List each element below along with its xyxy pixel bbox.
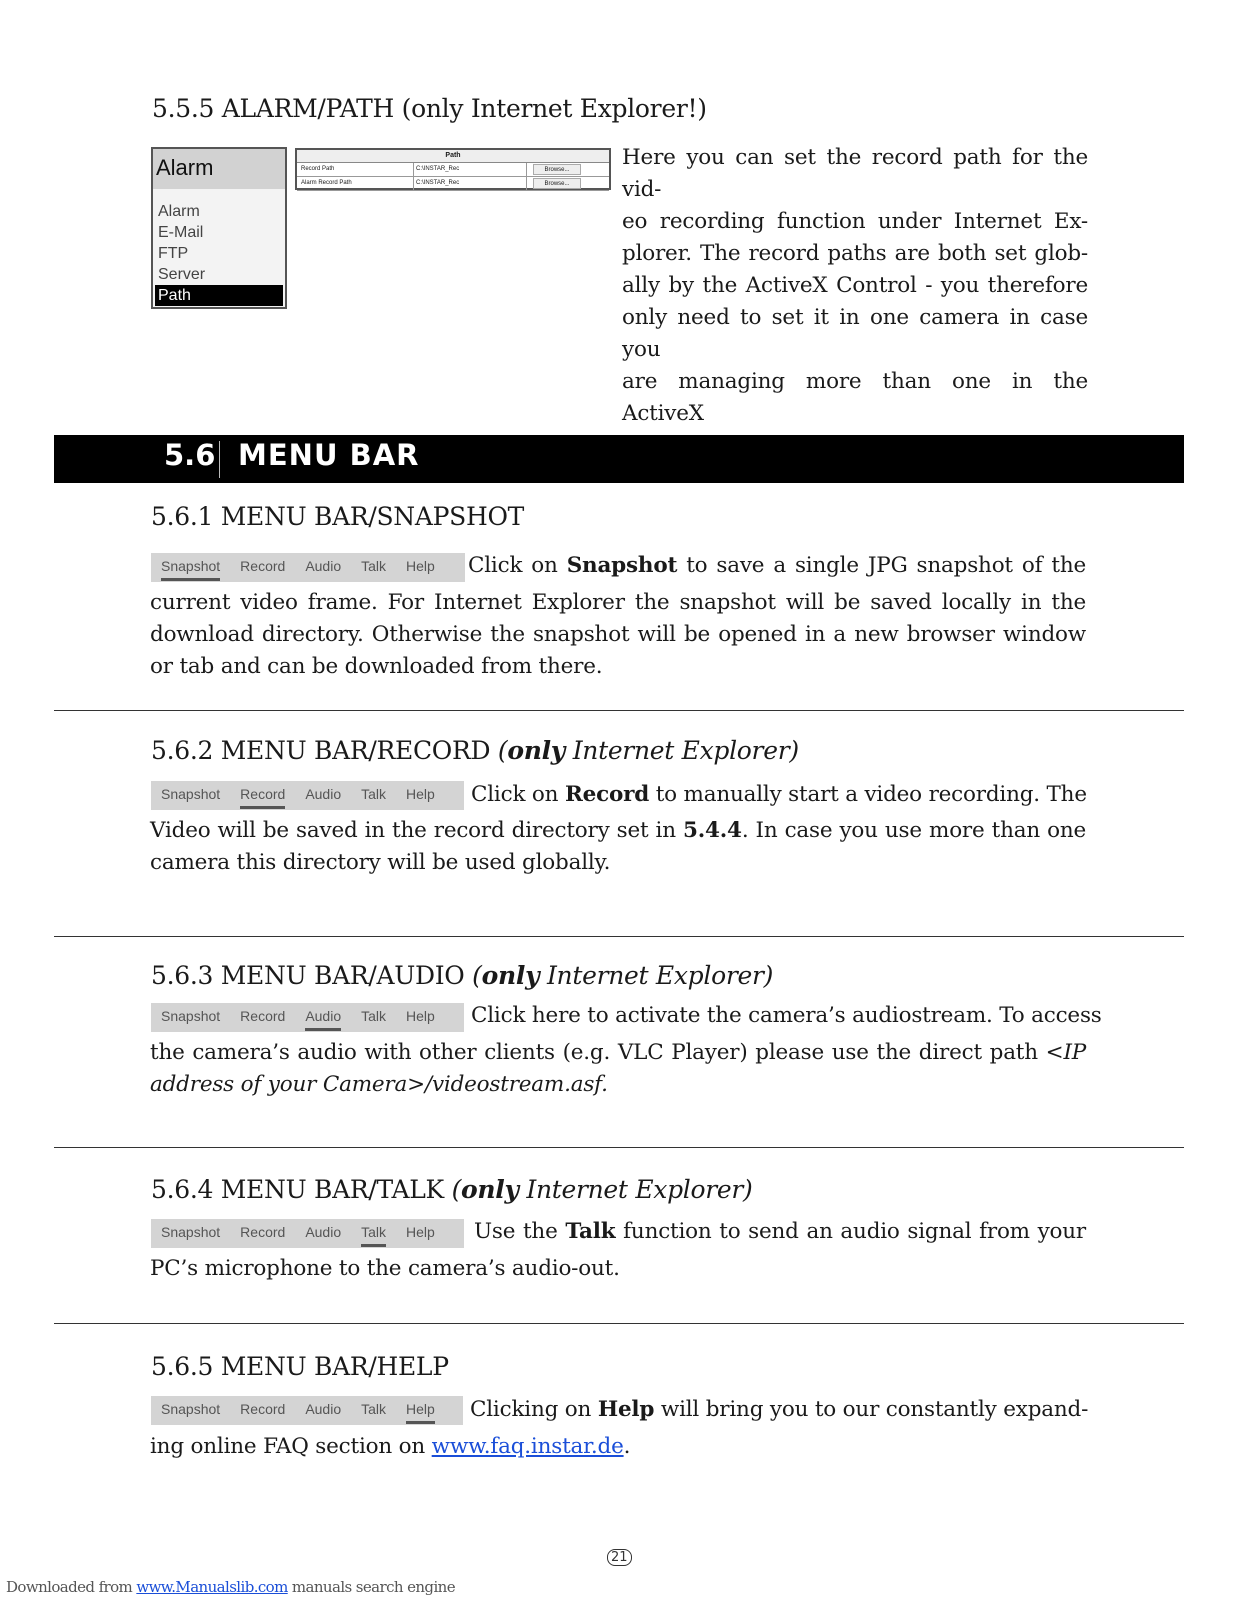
help-description — [150, 1431, 1086, 1463]
text-span: . In case you use more than one camera this directory will be used globally. — [150, 818, 1086, 875]
section-heading-5-6-1: 5.6.1 MENU BAR/SNAPSHOT — [151, 502, 525, 531]
menu-bar-screenshot-snapshot — [151, 553, 465, 582]
section-heading-5-6-3 — [151, 961, 773, 990]
footer-text: Downloaded from — [6, 1578, 137, 1596]
menu-item-audio: Audio — [295, 1003, 351, 1032]
menu-item-talk: Talk — [351, 1219, 396, 1248]
menu-item-snapshot: Snapshot — [161, 1401, 221, 1417]
menu-item-record: Record — [240, 1401, 286, 1417]
heading-qualifier — [498, 736, 799, 765]
table-row — [297, 163, 609, 177]
path-row-label: Alarm Record Path — [297, 177, 414, 190]
audio-description — [150, 1037, 1086, 1101]
text-span: Use the — [474, 1219, 566, 1244]
text-span: Click on — [468, 553, 567, 578]
alarm-menu-item-ftp: FTP — [158, 245, 189, 262]
text-line: are managing more than one in the ActiveX — [622, 369, 1088, 426]
menu-item-talk: Talk — [361, 1008, 387, 1024]
alarm-menu-title: Alarm — [153, 149, 285, 189]
section-header-bar — [54, 435, 1184, 483]
section-divider — [219, 441, 220, 478]
menu-item-audio: Audio — [305, 786, 342, 802]
table-row — [297, 177, 609, 191]
path-table-header: Path — [297, 150, 609, 163]
menu-item-help: Help — [406, 1008, 435, 1024]
divider-rule — [54, 936, 1184, 937]
menu-item-talk: Talk — [361, 1401, 387, 1417]
divider-rule — [54, 1147, 1184, 1148]
faq-link[interactable]: www.faq.instar.de — [431, 1434, 624, 1459]
text-span: function to send an audio signal from your — [615, 1219, 1086, 1244]
menu-bar-screenshot-talk — [151, 1219, 464, 1248]
page-number: 21 — [607, 1549, 632, 1566]
alarm-menu-item-alarm: Alarm — [158, 203, 200, 220]
qualifier-open: ( — [472, 961, 482, 990]
menu-item-audio: Audio — [305, 1401, 342, 1417]
qualifier-rest: Internet Explorer) — [565, 736, 799, 765]
menu-bar-screenshot-record — [151, 781, 464, 810]
menu-item-talk: Talk — [361, 558, 387, 574]
emphasis-help: Help — [597, 1397, 655, 1422]
heading-text: 5.6.4 MENU BAR/TALK — [151, 1175, 452, 1204]
help-intro-line — [470, 1394, 1089, 1426]
text-span: Click on — [471, 782, 565, 807]
path-table-screenshot — [295, 148, 611, 190]
alarm-path-description — [622, 142, 1088, 462]
menu-item-record: Record — [240, 1008, 286, 1024]
stream-path: <IP address of your Camera>/videostream.asf. — [150, 1040, 1086, 1097]
qualifier-bold: only — [507, 736, 566, 765]
snapshot-description: current video frame. For Internet Explorer the snapshot will be saved locally in the download directory. Otherwise the snapshot will be opened in a new browser window or tab and can be downloaded from there. — [150, 590, 1086, 679]
text-span: to save a single JPG snapshot of the — [677, 553, 1086, 578]
emphasis-talk: Talk — [565, 1219, 616, 1244]
record-description — [150, 815, 1086, 879]
emphasis-record: Record — [564, 782, 650, 807]
menu-item-snapshot: Snapshot — [161, 1008, 221, 1024]
heading-qualifier — [472, 961, 773, 990]
text-span: Clicking on — [470, 1397, 598, 1422]
text-line: ally by the ActiveX Control - you therefore — [622, 273, 1088, 298]
menu-item-record: Record — [240, 1224, 286, 1240]
section-number: 5.6 — [164, 438, 216, 472]
section-title: MENU BAR — [238, 438, 420, 472]
text-span: will bring you to our constantly expand- — [654, 1397, 1089, 1422]
text-span: Video will be saved in the record directory set in — [150, 818, 683, 843]
qualifier-bold: only — [481, 961, 540, 990]
menu-item-audio: Audio — [305, 558, 342, 574]
qualifier-rest: Internet Explorer) — [518, 1175, 753, 1204]
menu-item-help: Help — [406, 1224, 435, 1240]
browse-button: Browse... — [533, 164, 581, 175]
alarm-menu-screenshot — [151, 147, 287, 309]
alarm-menu-item-email: E-Mail — [158, 224, 204, 241]
footer-text: manuals search engine — [287, 1578, 455, 1596]
divider-rule — [54, 1323, 1184, 1324]
menu-bar-screenshot-audio — [151, 1003, 464, 1032]
heading-text: 5.6.3 MENU BAR/AUDIO — [151, 961, 473, 990]
heading-qualifier — [452, 1175, 753, 1204]
text-line: plorer. The record paths are both set glob- — [622, 241, 1088, 266]
text-line: Here you can set the record path for the vid- — [622, 145, 1088, 202]
section-heading-5-6-4 — [151, 1175, 752, 1204]
snapshot-intro-line — [468, 550, 1086, 582]
section-heading-5-5-5: 5.5.5 ALARM/PATH (only Internet Explorer!) — [152, 94, 707, 123]
path-row-value: C:\INSTAR_Rec — [414, 177, 527, 190]
menu-item-help: Help — [406, 558, 435, 574]
menu-item-snapshot: Snapshot — [161, 786, 221, 802]
audio-intro-line: Click here to activate the camera’s audiostream. To access — [471, 1003, 1102, 1028]
menu-item-record: Record — [230, 781, 295, 810]
talk-description: PC’s microphone to the camera’s audio-out. — [150, 1256, 620, 1281]
heading-text: 5.6.2 MENU BAR/RECORD — [151, 736, 498, 765]
menu-item-record: Record — [240, 558, 286, 574]
menu-bar-screenshot-help — [151, 1396, 463, 1425]
section-heading-5-6-5: 5.6.5 MENU BAR/HELP — [151, 1352, 449, 1381]
emphasis-snapshot: Snapshot — [566, 553, 678, 578]
talk-intro-line — [474, 1216, 1086, 1248]
text-span: to manually start a video recording. The — [649, 782, 1087, 807]
menu-item-audio: Audio — [305, 1224, 342, 1240]
qualifier-open: ( — [497, 736, 508, 765]
menu-item-snapshot: Snapshot — [151, 553, 230, 582]
manualslib-link[interactable]: www.Manualslib.com — [136, 1578, 288, 1596]
path-row-value: C:\INSTAR_Rec — [414, 163, 527, 176]
qualifier-rest: Internet Explorer) — [539, 961, 774, 990]
section-heading-5-6-2 — [151, 736, 799, 765]
menu-item-snapshot: Snapshot — [161, 1224, 221, 1240]
text-span: the camera’s audio with other clients (e.g. VLC Player) please use the direct path — [150, 1040, 1046, 1065]
browse-button: Browse... — [533, 178, 581, 189]
alarm-menu-item-server: Server — [158, 266, 206, 283]
text-line: eo recording function under Internet Ex- — [622, 209, 1088, 234]
record-intro-line — [471, 779, 1086, 811]
qualifier-open: ( — [451, 1175, 462, 1204]
menu-item-talk: Talk — [361, 786, 387, 802]
divider-rule — [54, 710, 1184, 711]
qualifier-bold: only — [461, 1175, 519, 1204]
alarm-menu-item-path: Path — [155, 285, 283, 306]
emphasis-5-4-4: 5.4.4 — [682, 818, 742, 843]
download-footer — [6, 1578, 455, 1596]
menu-item-help: Help — [406, 786, 435, 802]
text-span: . — [623, 1434, 631, 1459]
menu-item-help: Help — [396, 1396, 445, 1425]
text-span: ing online FAQ section on — [150, 1434, 432, 1459]
text-line: only need to set it in one camera in case you — [622, 305, 1088, 362]
path-row-label: Record Path — [297, 163, 414, 176]
